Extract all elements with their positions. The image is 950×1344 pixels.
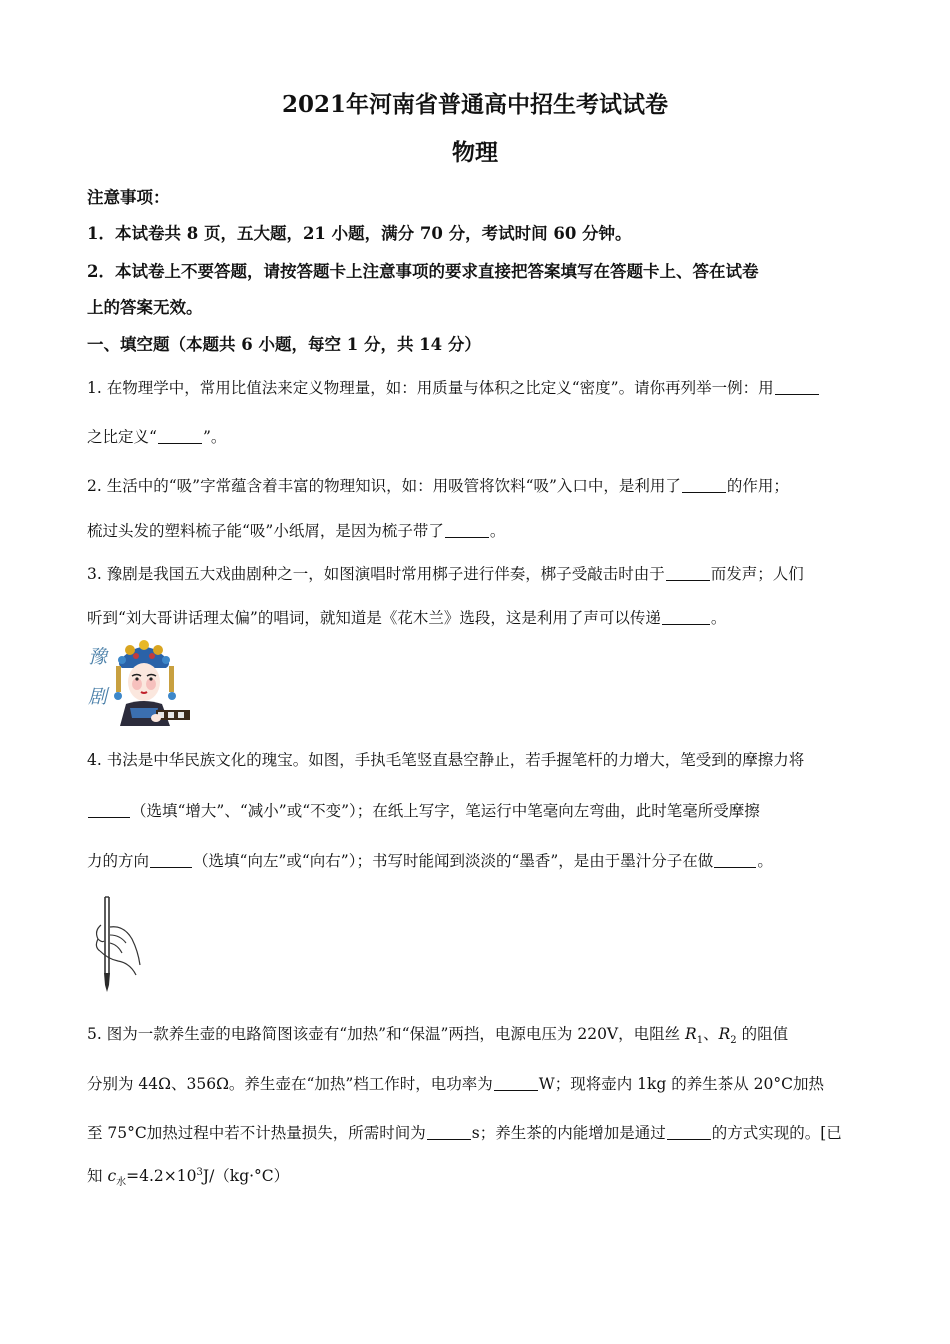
q3-text-b: 而发声；人们 (710, 565, 804, 583)
question-1-line-1 (87, 376, 867, 398)
q3-text-a: 3. 豫剧是我国五大戏曲剧种之一，如图演唱时常用梆子进行伴奏，梆子受敲击时由于 (87, 565, 665, 583)
c-symbol: c (107, 1167, 117, 1185)
question-1-line-2 (87, 425, 867, 447)
question-2-line-1 (87, 474, 867, 496)
q5-separator: 、 (703, 1025, 719, 1043)
hand-brush-icon (90, 895, 150, 995)
c-subscript: 水 (116, 1177, 127, 1189)
q4-text-c: 力的方向 (87, 852, 150, 870)
answer-blank (714, 866, 756, 868)
question-4-line-3 (87, 849, 867, 871)
question-3-line-2 (87, 606, 867, 628)
q5-text-f: s；养生茶的内能增加是通过 (471, 1124, 666, 1142)
question-4-line-2 (87, 799, 867, 821)
q4-text-e: 。 (757, 852, 773, 870)
q1-text-c: ”。 (202, 428, 227, 446)
question-5-line-3 (87, 1121, 867, 1143)
question-2-line-2 (87, 519, 867, 541)
answer-blank (682, 491, 726, 493)
q5-text-b: 的阻值 (736, 1025, 789, 1043)
q4-text-b: （选填“增大”、“减小”或“不变”）；在纸上写字，笔运行中笔毫向左弯曲，此时笔毫所受摩擦 (131, 802, 760, 820)
exponent: 3 (196, 1166, 203, 1178)
notice-item-2-cont: 上的答案无效。 (87, 298, 203, 317)
exam-title: 2021年河南省普通高中招生考试试卷 (281, 91, 668, 118)
subject-title: 物理 (452, 139, 498, 166)
q5-text-a: 5. 图为一款养生壶的电路简图该壶有“加热”和“保温”两挡，电源电压为 220V，电阻丝 (87, 1025, 686, 1043)
q2-text-d: 。 (489, 522, 506, 540)
q1-text-b: 之比定义“ (87, 428, 157, 446)
question-3-line-1 (87, 562, 867, 584)
q3-text-c: 听到“刘大哥讲话理太偏”的唱词，就知道是《花木兰》选段，这是利用了声可以传递 (87, 609, 661, 627)
answer-blank (88, 816, 130, 818)
opera-figure (86, 638, 198, 726)
brush-figure (90, 895, 150, 995)
q5-text-i: =4.2×10 (126, 1167, 197, 1185)
answer-blank (662, 623, 710, 625)
section-1-heading: 一、填空题（本题共 6 小题，每空 1 分，共 14 分） (87, 335, 481, 354)
answer-blank (667, 1138, 711, 1140)
question-5-line-2 (87, 1072, 867, 1094)
q5-text-d: W；现将壶内 1kg 的养生茶从 20°C加热 (538, 1075, 825, 1093)
q5-text-h: 知 (87, 1167, 108, 1185)
answer-blank (427, 1138, 471, 1140)
q3-text-d: 。 (710, 609, 727, 627)
ju-character: 剧 (88, 686, 108, 708)
r2-subscript: 2 (730, 1035, 737, 1047)
answer-blank (775, 393, 819, 395)
answer-blank (150, 866, 192, 868)
question-5-line-4 (87, 1164, 867, 1188)
yu-character: 豫 (88, 646, 108, 668)
r2-symbol: R (718, 1025, 731, 1043)
answer-blank (158, 442, 202, 444)
q2-text-c: 梳过头发的塑料梳子能“吸”小纸屑，是因为梳子带了 (87, 522, 444, 540)
question-4-line-1 (87, 748, 867, 770)
q5-text-c: 分别为 44Ω、356Ω。养生壶在“加热”档工作时，电功率为 (87, 1075, 493, 1093)
q2-text-b: 的作用； (726, 477, 789, 495)
q1-text-a: 1. 在物理学中，常用比值法来定义物理量，如：用质量与体积之比定义“密度”。请你再列举一例：用 (87, 379, 774, 397)
answer-blank (494, 1089, 538, 1091)
notice-item-1: 1．本试卷共 8 页，五大题，21 小题，满分 70 分，考试时间 60 分钟。 (87, 224, 632, 243)
notice-item-2: 2．本试卷上不要答题，请按答题卡上注意事项的要求直接把答案填写在答题卡上、答在试卷 (87, 262, 759, 281)
notice-heading: 注意事项： (87, 188, 170, 207)
q4-text-d: （选填“向左”或“向右”）；书写时能闻到淡淡的“墨香”，是由于墨汁分子在做 (193, 852, 714, 870)
r1-symbol: R (685, 1025, 697, 1043)
question-5-line-1 (87, 1022, 867, 1046)
r1-subscript: 1 (696, 1035, 704, 1047)
q4-text-a: 4. 书法是中华民族文化的瑰宝。如图，手执毛笔竖直悬空静止，若手握笔杆的力增大，笔受到的摩擦力将 (87, 751, 805, 769)
q5-text-g: 的方式实现的。[已 (711, 1124, 842, 1142)
answer-blank (445, 536, 489, 538)
opera-performer-icon (86, 638, 198, 726)
answer-blank (666, 579, 710, 581)
q5-text-e: 至 75°C加热过程中若不计热量损失，所需时间为 (87, 1124, 426, 1142)
q2-text-a: 2. 生活中的“吸”字常蕴含着丰富的物理知识，如：用吸管将饮料“吸”入口中，是利用了 (87, 477, 681, 495)
q5-text-j: J/（kg·°C） (202, 1167, 290, 1185)
